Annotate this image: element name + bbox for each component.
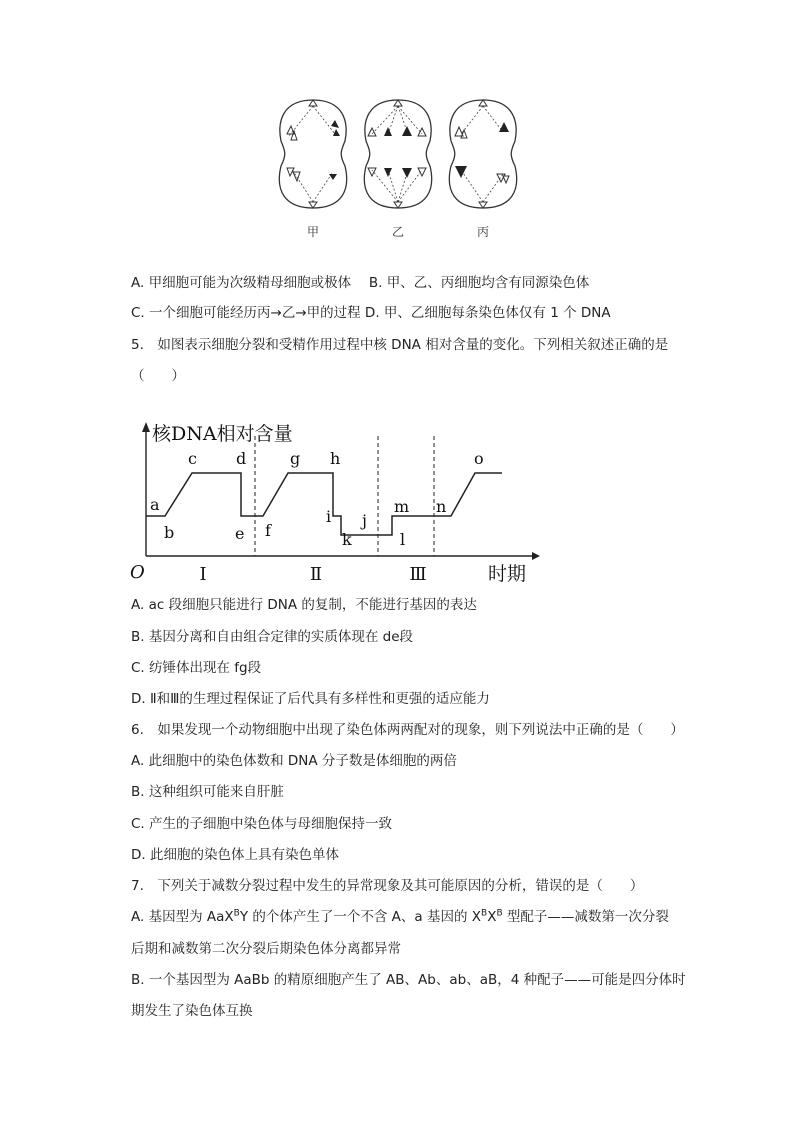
x-axis-label: 时期 (488, 563, 527, 585)
point-label-j: j (362, 511, 367, 530)
q7-a-sup3: B (496, 908, 503, 919)
point-label-e: e (235, 524, 245, 543)
point-label-k: k (342, 530, 352, 549)
dna-content-chart (130, 418, 550, 588)
q7-stem: 7. 下列关于减数分裂过程中发生的异常现象及其可能原因的分析，错误的是（ ） (131, 878, 644, 894)
point-label-d: d (236, 449, 247, 468)
point-label-n: n (436, 497, 447, 516)
q5-option-b: B. 基因分离和自由组合定律的实质体现在 de段 (131, 629, 414, 645)
point-label-b: b (164, 523, 175, 542)
q5-stem: 5. 如图表示细胞分裂和受精作用过程中核 DNA 相对含量的变化。下列相关叙述正确的是 (131, 337, 669, 353)
cell-label-bing: 丙 (476, 225, 490, 239)
q7-a-part4: 型配子——减数第一次分裂 (502, 909, 669, 925)
q5-option-c: C. 纺锤体出现在 fg段 (131, 660, 262, 676)
chart-series (146, 473, 502, 535)
x-axis-arrow (532, 552, 540, 560)
q7-option-a-line2: 后期和减数第二次分裂后期染色体分离都异常 (131, 941, 401, 957)
q7-a-part3: X (487, 909, 497, 925)
q4-options-cd: C. 一个细胞可能经历丙→乙→甲的过程 D. 甲、乙细胞每条染色体仅有 1 个 DNA (131, 305, 611, 321)
y-axis-label: 核DNA相对含量 (152, 423, 293, 445)
point-label-l: l (400, 530, 406, 549)
phase-label-1: Ⅰ (199, 564, 207, 585)
point-label-h: h (330, 449, 341, 468)
q7-option-a-line1 (131, 908, 669, 926)
q7-a-part1: A. 基因型为 AaX (131, 909, 234, 925)
dna-series-line (146, 473, 502, 535)
cell-bing (449, 100, 516, 239)
phase-label-3: Ⅲ (409, 564, 427, 585)
q5-option-a: A. ac 段细胞只能进行 DNA 的复制，不能进行基因的表达 (131, 597, 477, 613)
q7-option-b-line2: 期发生了染色体互换 (131, 1003, 253, 1019)
q6-option-b: B. 这种组织可能来自肝脏 (131, 784, 284, 800)
q6-option-a: A. 此细胞中的染色体数和 DNA 分子数是体细胞的两倍 (131, 753, 457, 769)
point-label-a: a (150, 495, 160, 514)
q5-option-d: D. Ⅱ和Ⅲ的生理过程保证了后代具有多样性和更强的适应能力 (131, 691, 490, 707)
point-label-g: g (290, 449, 301, 468)
q6-stem: 6. 如果发现一个动物细胞中出现了染色体两两配对的现象，则下列说法中正确的是（ ） (131, 722, 684, 738)
q7-a-sup2: B (481, 908, 488, 919)
point-label-f: f (265, 521, 271, 540)
q4-options-ab: A. 甲细胞可能为次级精母细胞或极体 B. 甲、乙、丙细胞均含有同源染色体 (131, 275, 590, 291)
phase-label-2: Ⅱ (309, 564, 323, 585)
point-label-i: i (326, 507, 332, 526)
q6-option-c: C. 产生的子细胞中染色体与母细胞保持一致 (131, 816, 393, 832)
q7-a-part2: Y 的个体产生了一个不含 A、a 基因的 X (239, 909, 481, 925)
cell-label-jia: 甲 (306, 225, 320, 239)
q5-paren: （ ） (131, 368, 185, 384)
y-axis-arrow (142, 422, 150, 432)
q6-option-d: D. 此细胞的染色体上具有染色单体 (131, 847, 339, 863)
q7-a-sup1: B (233, 908, 240, 919)
origin-label: O (130, 562, 145, 583)
chart-text (130, 423, 526, 585)
point-label-c: c (188, 449, 197, 468)
point-label-m: m (394, 497, 410, 516)
q7-option-b-line1: B. 一个基因型为 AaBb 的精原细胞产生了 AB、Ab、ab、aB，4 种配子——可能是四分体时 (131, 972, 686, 988)
cell-label-yi: 乙 (391, 225, 405, 239)
cell-jia (279, 100, 346, 239)
point-label-o: o (474, 449, 484, 468)
cell-division-figure (268, 96, 528, 246)
cell-yi (364, 100, 431, 239)
